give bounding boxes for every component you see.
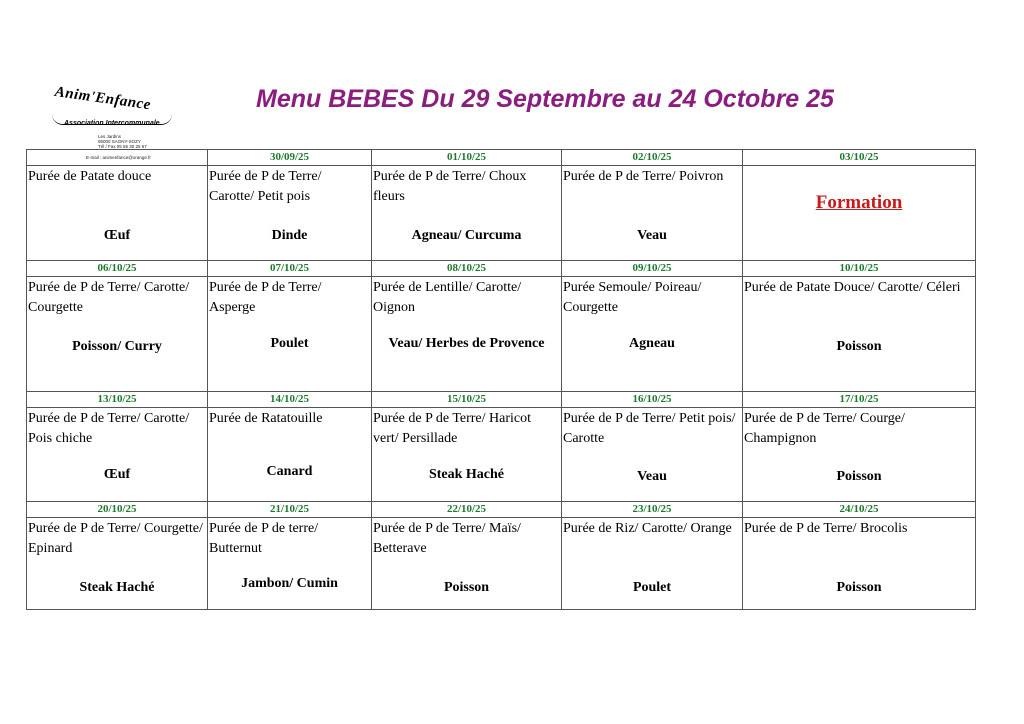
- dish-text: Purée de P de terre/ Butternut: [209, 521, 319, 556]
- dish-text: Purée de P de Terre/ Carotte/ Pois chiche: [28, 411, 190, 446]
- week-4-dates: [27, 502, 976, 518]
- logo-brand: Anim'Enfance: [53, 84, 152, 114]
- menu-cell: [743, 518, 976, 610]
- protein-text: Œuf: [103, 467, 131, 482]
- menu-cell: [743, 408, 976, 502]
- dish-text: Purée de P de Terre/ Choux fleurs: [373, 169, 527, 204]
- protein-text: Steak Haché: [79, 580, 155, 595]
- date-cell: 06/10/25: [27, 261, 208, 277]
- menu-cell: [372, 277, 562, 392]
- protein-text: Poisson/ Curry: [72, 339, 162, 354]
- menu-cell: [743, 166, 976, 261]
- menu-cell: [562, 166, 743, 261]
- date-cell: 10/10/25: [743, 261, 976, 277]
- dish-text: Purée Semoule/ Poireau/ Courgette: [563, 280, 702, 315]
- dish-text: Purée de P de Terre/ Brocolis: [744, 521, 908, 536]
- menu-cell: [372, 166, 562, 261]
- date-cell: 13/10/25: [27, 392, 208, 408]
- dish-text: Purée de P de Terre/ Petit pois/ Carotte: [563, 411, 736, 446]
- menu-cell: [743, 277, 976, 392]
- date-cell: 23/10/25: [562, 502, 743, 518]
- protein-text: Poulet: [270, 336, 309, 351]
- week-2-menus: [27, 277, 976, 392]
- menu-cell: [208, 518, 372, 610]
- date-cell: 03/10/25: [743, 150, 976, 166]
- page-title: Menu BEBES Du 29 Septembre au 24 Octobre 25: [256, 85, 834, 113]
- dish-text: Purée de Riz/ Carotte/ Orange: [563, 521, 732, 536]
- dish-text: Purée de P de Terre/ Poivron: [563, 169, 724, 184]
- date-cell: 17/10/25: [743, 392, 976, 408]
- date-cell: 22/10/25: [372, 502, 562, 518]
- date-cell: 01/10/25: [372, 150, 562, 166]
- week-1-dates: [27, 150, 976, 166]
- menu-cell: [27, 518, 208, 610]
- dish-text: Purée de Patate Douce/ Carotte/ Céleri: [744, 280, 961, 295]
- menu-cell: [27, 277, 208, 392]
- dish-text: Purée de P de Terre/ Carotte/ Courgette: [28, 280, 190, 315]
- date-cell: 21/10/25: [208, 502, 372, 518]
- logo-address: Les Jardins 95000 SAGNY-SOZY Tél / Fax 05 65 30 25 67: [98, 134, 147, 149]
- dish-text: Purée de P de Terre/ Courge/ Champignon: [744, 411, 905, 446]
- formation-label: Formation: [815, 192, 903, 213]
- week-3-menus: [27, 408, 976, 502]
- protein-text: Œuf: [103, 228, 131, 243]
- protein-text: Veau: [637, 228, 667, 243]
- protein-text: Poisson: [836, 339, 882, 354]
- logo-email: E-mail : animenfance@orange.fr: [86, 155, 151, 160]
- date-cell: 30/09/25: [208, 150, 372, 166]
- week-1-menus: [27, 166, 976, 261]
- date-cell: 15/10/25: [372, 392, 562, 408]
- menu-cell: [27, 166, 208, 261]
- date-cell: 07/10/25: [208, 261, 372, 277]
- protein-text: Poulet: [632, 580, 672, 595]
- protein-text: Poisson: [836, 580, 882, 595]
- menu-cell: [372, 408, 562, 502]
- date-cell: 14/10/25: [208, 392, 372, 408]
- protein-text: Jambon/ Cumin: [241, 576, 338, 591]
- week-3-dates: [27, 392, 976, 408]
- date-cell: 24/10/25: [743, 502, 976, 518]
- protein-text: Poisson: [443, 580, 490, 595]
- protein-text: Canard: [266, 464, 313, 479]
- date-cell: [27, 150, 208, 166]
- dish-text: Purée de P de Terre/ Asperge: [209, 280, 322, 315]
- week-4-menus: [27, 518, 976, 610]
- dish-text: Purée de Lentille/ Carotte/ Oignon: [373, 280, 522, 315]
- dish-text: Purée de P de Terre/ Maïs/ Betterave: [373, 521, 521, 556]
- menu-table: [26, 149, 976, 610]
- menu-cell: [562, 408, 743, 502]
- protein-text: Agneau: [629, 336, 675, 351]
- dish-text: Purée de P de Terre/ Courgette/ Epinard: [28, 521, 203, 556]
- protein-text: Dinde: [271, 228, 308, 243]
- protein-text: Agneau/ Curcuma: [411, 228, 522, 243]
- dish-text: Purée de P de Terre/ Carotte/ Petit pois: [209, 169, 322, 204]
- menu-cell: [562, 518, 743, 610]
- protein-text: Poisson: [836, 469, 882, 484]
- menu-cell: [562, 277, 743, 392]
- dish-text: Purée de P de Terre/ Haricot vert/ Persillade: [373, 411, 532, 446]
- dish-text: Purée de Patate douce: [28, 169, 152, 184]
- date-cell: 16/10/25: [562, 392, 743, 408]
- protein-text: Veau/ Herbes de Provence: [388, 336, 545, 351]
- protein-text: Veau: [637, 469, 667, 484]
- menu-cell: [208, 277, 372, 392]
- menu-cell: [208, 408, 372, 502]
- date-cell: 02/10/25: [562, 150, 743, 166]
- menu-cell: [27, 408, 208, 502]
- menu-cell: [208, 166, 372, 261]
- menu-cell: [372, 518, 562, 610]
- date-cell: 09/10/25: [562, 261, 743, 277]
- protein-text: Steak Haché: [428, 467, 505, 482]
- week-2-dates: [27, 261, 976, 277]
- logo-association: Association Intercommunale: [64, 120, 160, 127]
- date-cell: 20/10/25: [27, 502, 208, 518]
- dish-text: Purée de Ratatouille: [209, 411, 323, 426]
- date-cell: 08/10/25: [372, 261, 562, 277]
